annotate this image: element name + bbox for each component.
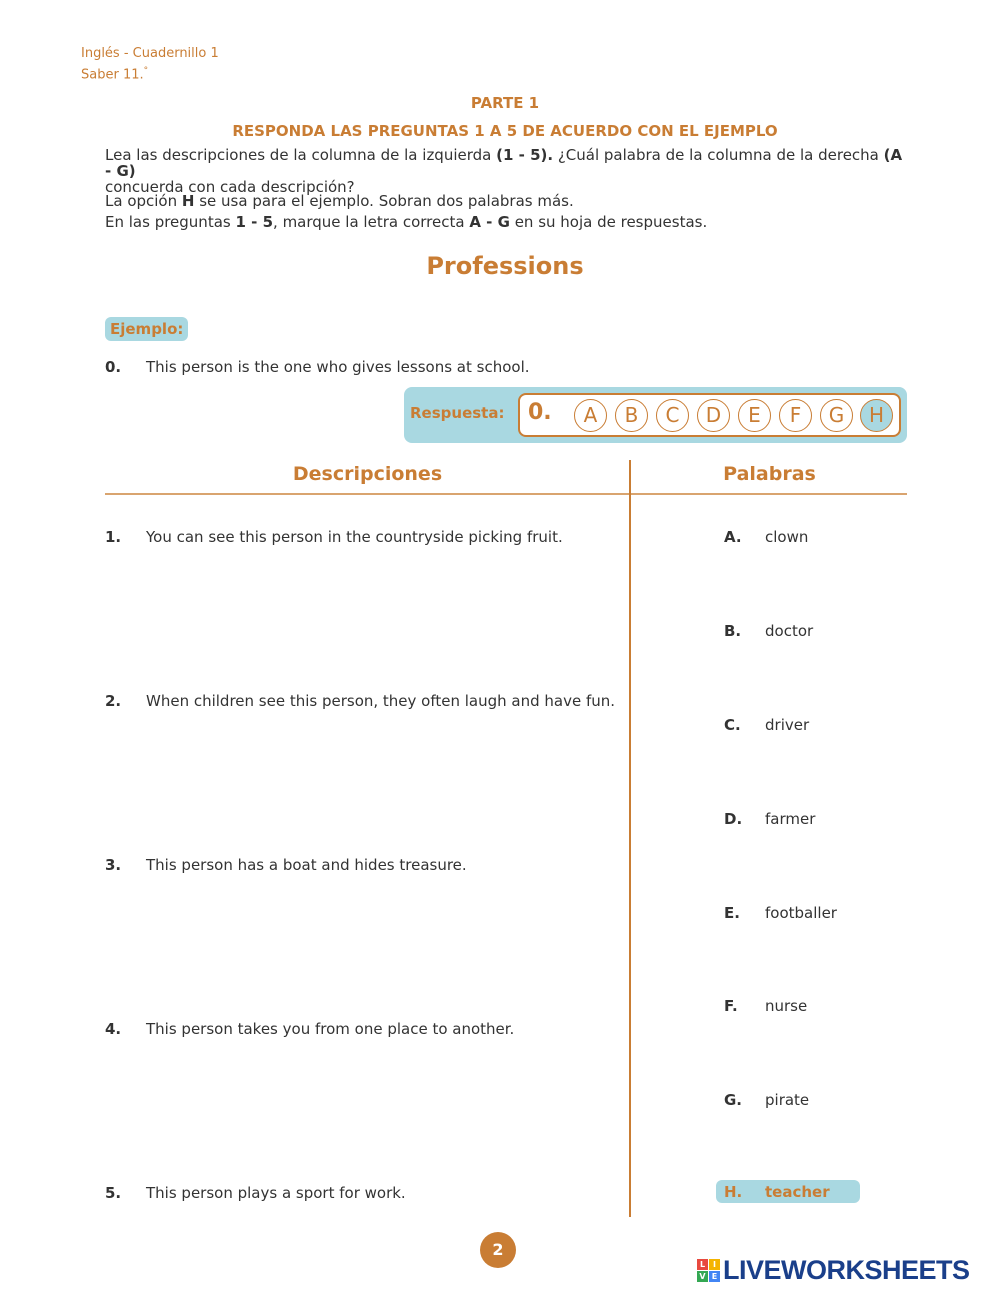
word-letter: A.: [724, 528, 742, 546]
word-item: nurse: [765, 997, 808, 1015]
word-item: clown: [765, 528, 809, 546]
header-divider: [105, 493, 907, 495]
word-item: doctor: [765, 622, 814, 640]
question-number: 4.: [105, 1020, 122, 1038]
instructions-paragraph-3: En las preguntas 1 - 5, marque la letra correcta A - G en su hoja de respuestas.: [105, 213, 708, 231]
word-letter: E.: [724, 904, 740, 922]
column-divider: [629, 460, 631, 1217]
answer-option-d[interactable]: D: [697, 399, 730, 432]
logo-square: L: [697, 1259, 708, 1270]
answer-option-h-selected[interactable]: H: [860, 399, 893, 432]
column-header-descriptions: Descripciones: [292, 463, 443, 485]
brand-name: LIVEWORKSHEETS: [723, 1254, 970, 1285]
question-text: This person has a boat and hides treasure.: [146, 856, 467, 874]
word-item: driver: [765, 716, 810, 734]
question-number: 5.: [105, 1184, 122, 1202]
answer-option-b[interactable]: B: [615, 399, 648, 432]
answer-option-a[interactable]: A: [574, 399, 607, 432]
column-header-words: Palabras: [723, 463, 816, 485]
answer-option-e[interactable]: E: [738, 399, 771, 432]
question-number: 2.: [105, 692, 122, 710]
example-word: teacher: [765, 1183, 830, 1201]
word-letter: C.: [724, 716, 741, 734]
header-exam: Saber 11.°: [81, 66, 149, 83]
question-text: When children see this person, they often laugh and have fun.: [146, 692, 616, 710]
header-subject: Inglés - Cuadernillo 1: [81, 46, 219, 61]
instructions-paragraph-1: Lea las descripciones de la columna de la izquierda (1 - 5). ¿Cuál palabra de la columna de la derecha (A - G) concuerda con cada descripción?: [105, 146, 903, 196]
question-text: You can see this person in the countryside picking fruit.: [146, 528, 563, 546]
page-title: Professions: [426, 252, 584, 280]
instructions-paragraph-2: La opción H se usa para el ejemplo. Sobran dos palabras más.: [105, 192, 574, 210]
question-text: This person plays a sport for work.: [146, 1184, 406, 1202]
example-label: Ejemplo:: [105, 317, 188, 341]
answer-option-c[interactable]: C: [656, 399, 689, 432]
answer-option-f[interactable]: F: [779, 399, 812, 432]
word-item: footballer: [765, 904, 837, 922]
example-number: 0.: [105, 358, 122, 376]
word-letter: F.: [724, 997, 738, 1015]
page-number: 2: [480, 1232, 516, 1268]
part-subtitle: RESPONDA LAS PREGUNTAS 1 A 5 DE ACUERDO CON EL EJEMPLO: [232, 122, 778, 140]
logo-square: V: [697, 1271, 708, 1282]
word-item: farmer: [765, 810, 816, 828]
answer-number: 0.: [528, 400, 552, 425]
question-number: 3.: [105, 856, 122, 874]
answer-label: Respuesta:: [410, 404, 505, 422]
logo-square: E: [709, 1271, 720, 1282]
question-text: This person takes you from one place to another.: [146, 1020, 515, 1038]
liveworksheets-logo[interactable]: [697, 1255, 970, 1285]
logo-square: I: [709, 1259, 720, 1270]
word-item: pirate: [765, 1091, 810, 1109]
word-letter: B.: [724, 622, 742, 640]
answer-option-g[interactable]: G: [820, 399, 853, 432]
logo-squares: [697, 1259, 720, 1282]
example-word-letter: H.: [724, 1183, 743, 1201]
question-number: 1.: [105, 528, 122, 546]
word-letter: G.: [724, 1091, 743, 1109]
word-letter: D.: [724, 810, 743, 828]
part-title: PARTE 1: [470, 94, 540, 112]
example-text: This person is the one who gives lessons at school.: [146, 358, 530, 376]
